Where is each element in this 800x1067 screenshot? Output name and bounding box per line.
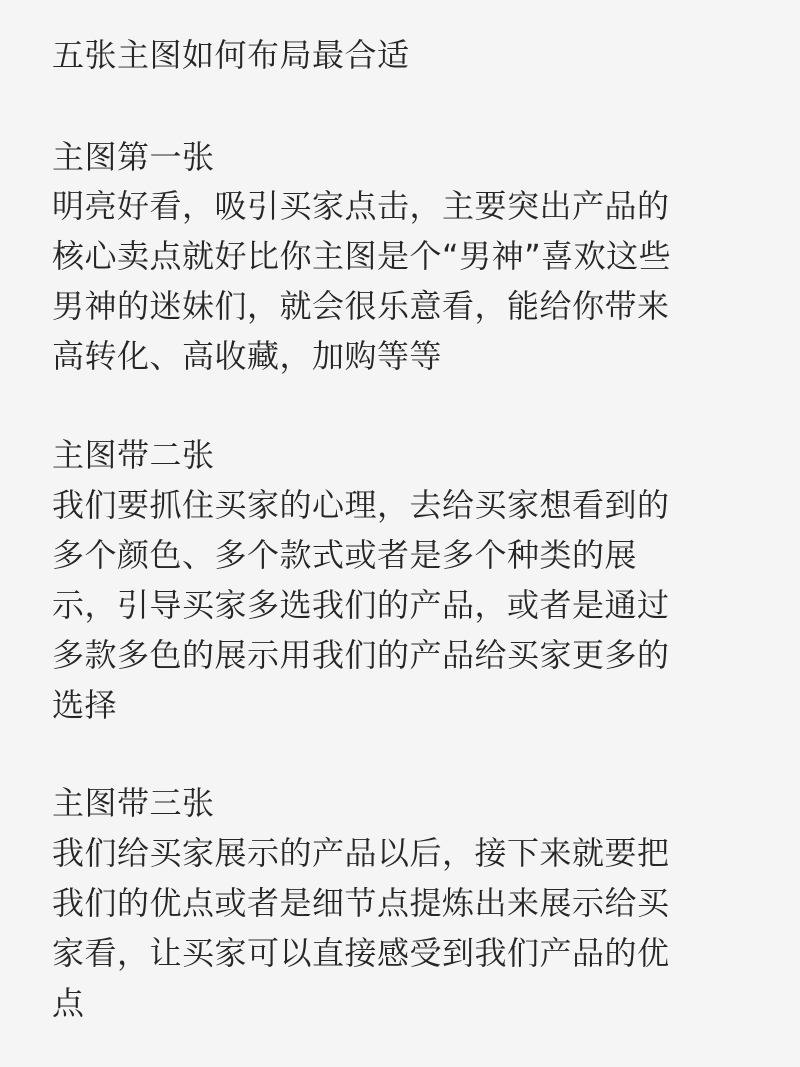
section-text-line: 示，引导买家多选我们的产品，或者是通过 <box>52 586 670 624</box>
section-text-line: 男神的迷妹们，就会很乐意看，能给你带来 <box>52 287 670 325</box>
section-text-line: 多款多色的展示用我们的产品给买家更多的 <box>52 636 670 674</box>
section-text-line: 家看，让买家可以直接感受到我们产品的优 <box>52 934 670 972</box>
section-text-line: 高转化、高收藏，加购等等 <box>52 337 443 375</box>
section-text-line: 我们给买家展示的产品以后，接下来就要把 <box>52 834 670 872</box>
document-title: 五张主图如何布局最合适 <box>52 36 410 74</box>
section-text-line: 核心卖点就好比你主图是个“男神”喜欢这些 <box>52 237 672 275</box>
section-heading: 主图带二张 <box>52 436 215 474</box>
section-text-line: 选择 <box>52 686 118 724</box>
section-text-line: 多个颜色、多个款式或者是多个种类的展 <box>52 536 638 574</box>
section-heading: 主图带三张 <box>52 784 215 822</box>
section-text-line: 我们的优点或者是细节点提炼出来展示给买 <box>52 884 670 922</box>
section-heading: 主图第一张 <box>52 138 215 176</box>
section-text-line: 明亮好看，吸引买家点击，主要突出产品的 <box>52 187 670 225</box>
section-text-line: 点 <box>52 984 85 1022</box>
section-text-line: 我们要抓住买家的心理，去给买家想看到的 <box>52 486 670 524</box>
